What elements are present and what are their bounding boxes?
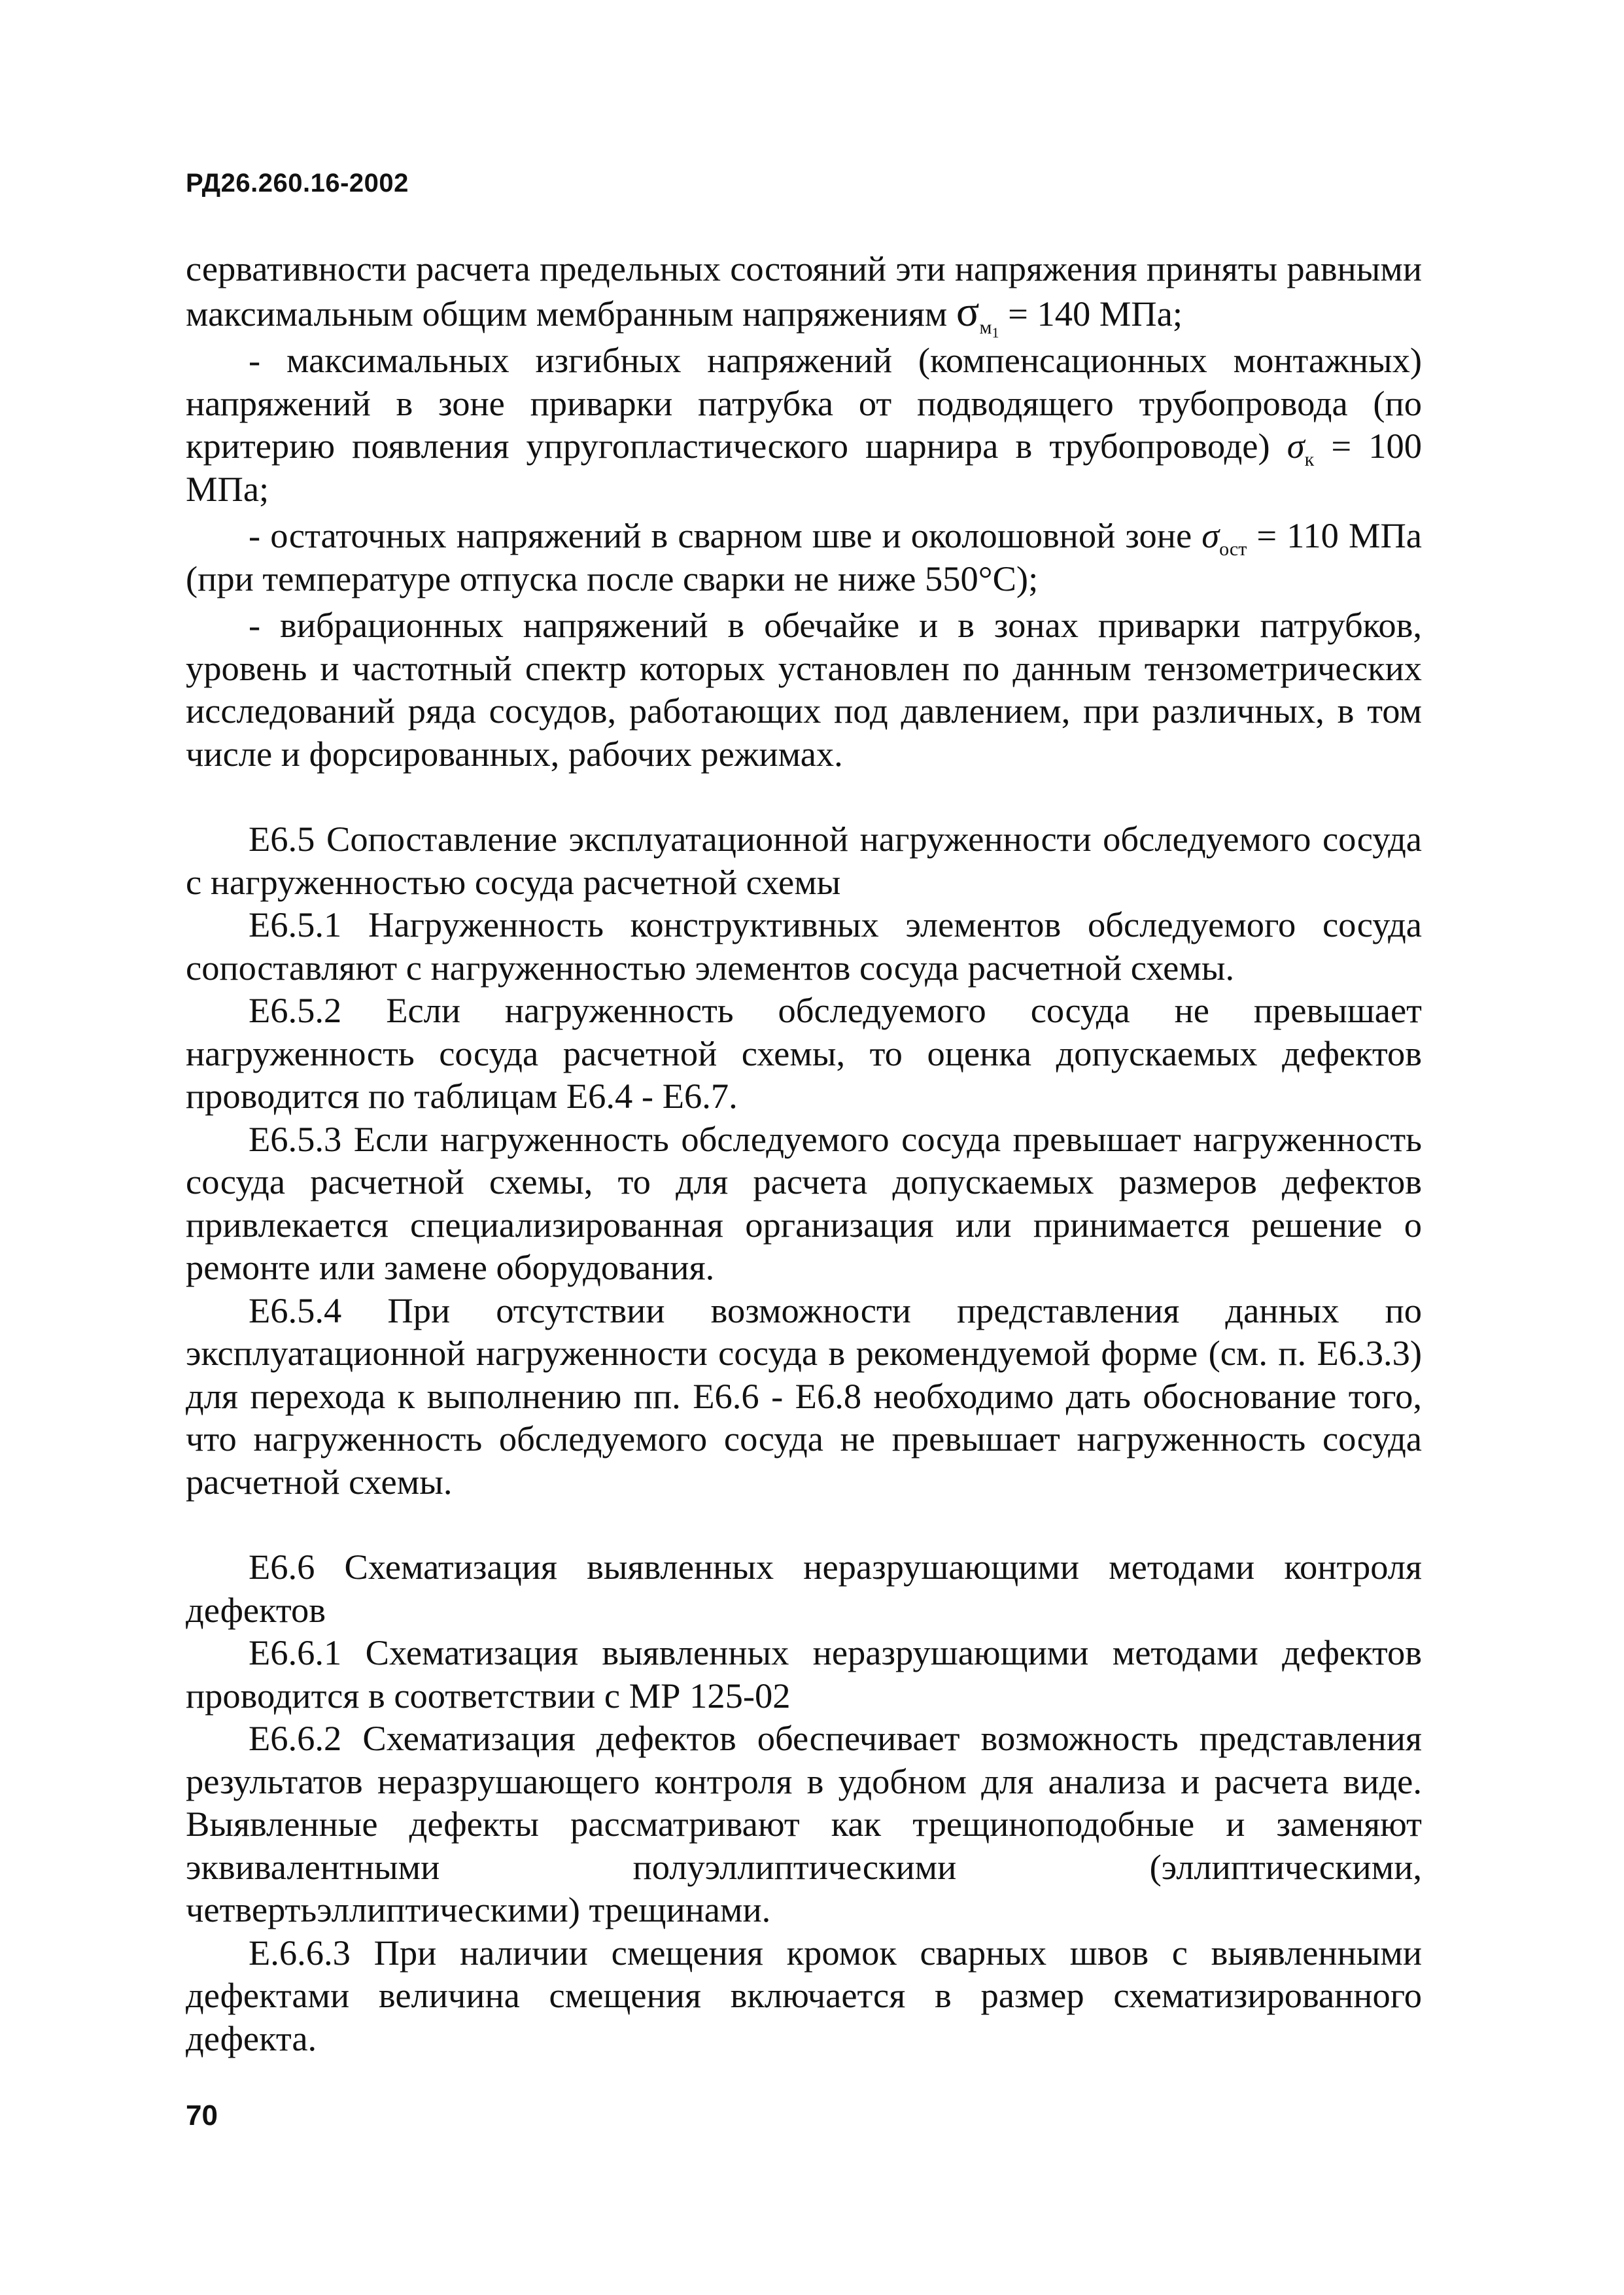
- subscript: м: [979, 316, 992, 338]
- text-fragment: = 110 МПа (при температуре отпуска после сварки не ниже 550°С);: [186, 515, 1422, 598]
- subscript: ост: [1219, 538, 1247, 560]
- paragraph-residual-stress: [186, 514, 1422, 600]
- text-fragment: - максимальных изгибных напряжений (компенсационных монтажных) напряжений в зоне приварки патрубка от подводящего трубопровода (по критерию появления упругопластического шарнира в трубопроводе): [186, 340, 1422, 466]
- paragraph-e6-6-2: Е6.6.2 Схематизация дефектов обеспечивает возможность представления результатов неразрушающего контроля в удобном для анализа и расчета виде. Выявленные дефекты рассматривают как трещиноподобные и заменяют эквивалентными полуэллиптическими (эллиптическими, четвертьэллиптическими) трещинами.: [186, 1718, 1422, 1929]
- document-body: [186, 247, 1422, 2060]
- paragraph-e6-5-3: Е6.5.3 Если нагруженность обследуемого сосуда превышает нагруженность сосуда расчетной схемы, то для расчета допускаемых размеров дефектов привлекается специализированная организация или принимается решение о ремонте или замене оборудования.: [186, 1118, 1422, 1287]
- sigma-symbol: σ: [1201, 515, 1220, 555]
- paragraph-e6-6-3: Е.6.6.3 При наличии смещения кромок сварных швов с выявленными дефектами величина смещения включается в размер схематизированного дефекта.: [186, 1932, 1422, 2058]
- document-code-header: РД26.260.16-2002: [186, 169, 409, 198]
- paragraph-membrane-stress: [186, 247, 1422, 341]
- paragraph-vibration-stress: - вибрационных напряжений в обечайке и в зонах приварки патрубков, уровень и частотный спектр которых установлен по данным тензометрических исследований ряда сосудов, работающих под давлением, при различных, в том числе и форсированных, рабочих режимах.: [186, 605, 1422, 774]
- paragraph-e6-5-1: Е6.5.1 Нагруженность конструктивных элементов обследуемого сосуда сопоставляют с нагруженностью элементов сосуда расчетной схемы.: [186, 905, 1422, 988]
- page-number: 70: [186, 2099, 218, 2131]
- section-heading-e6-5: Е6.5 Сопоставление эксплуатационной нагруженности обследуемого сосуда с нагруженностью сосуда расчетной схемы: [186, 819, 1422, 902]
- text-fragment: = 140 МПа;: [999, 293, 1183, 334]
- sigma-symbol: σ: [956, 287, 980, 336]
- paragraph-e6-5-4: Е6.5.4 При отсутствии возможности представления данных по эксплуатационной нагруженности сосуда в рекомендуемой форме (см. п. Е6.3.3) для перехода к выполнению пп. Е6.6 - Е6.8 необходимо дать обоснование того, что нагруженность обследуемого сосуда не превышает нагруженность сосуда расчетной схемы.: [186, 1290, 1422, 1502]
- section-heading-e6-6: Е6.6 Схематизация выявленных неразрушающими методами контроля дефектов: [186, 1547, 1422, 1630]
- paragraph-bending-stress: [186, 339, 1422, 510]
- sub-subscript: 1: [992, 324, 999, 341]
- subscript: к: [1304, 449, 1315, 470]
- paragraph-e6-5-2: Е6.5.2 Если нагруженность обследуемого сосуда не превышает нагруженность сосуда расчетной схемы, то оценка допускаемых дефектов проводится по таблицам Е6.4 - Е6.7.: [186, 990, 1422, 1116]
- text-fragment: = 100 МПа;: [186, 426, 1422, 509]
- text-fragment: сервативности расчета предельных состояний эти напряжения приняты равными максимальным общим мембранным напряжениям: [186, 249, 1422, 334]
- sigma-symbol: σ: [1287, 426, 1305, 466]
- paragraph-e6-6-1: Е6.6.1 Схематизация выявленных неразрушающими методами дефектов проводится в соответствии с МР 125-02: [186, 1632, 1422, 1716]
- text-fragment: - остаточных напряжений в сварном шве и околошовной зоне: [249, 515, 1202, 555]
